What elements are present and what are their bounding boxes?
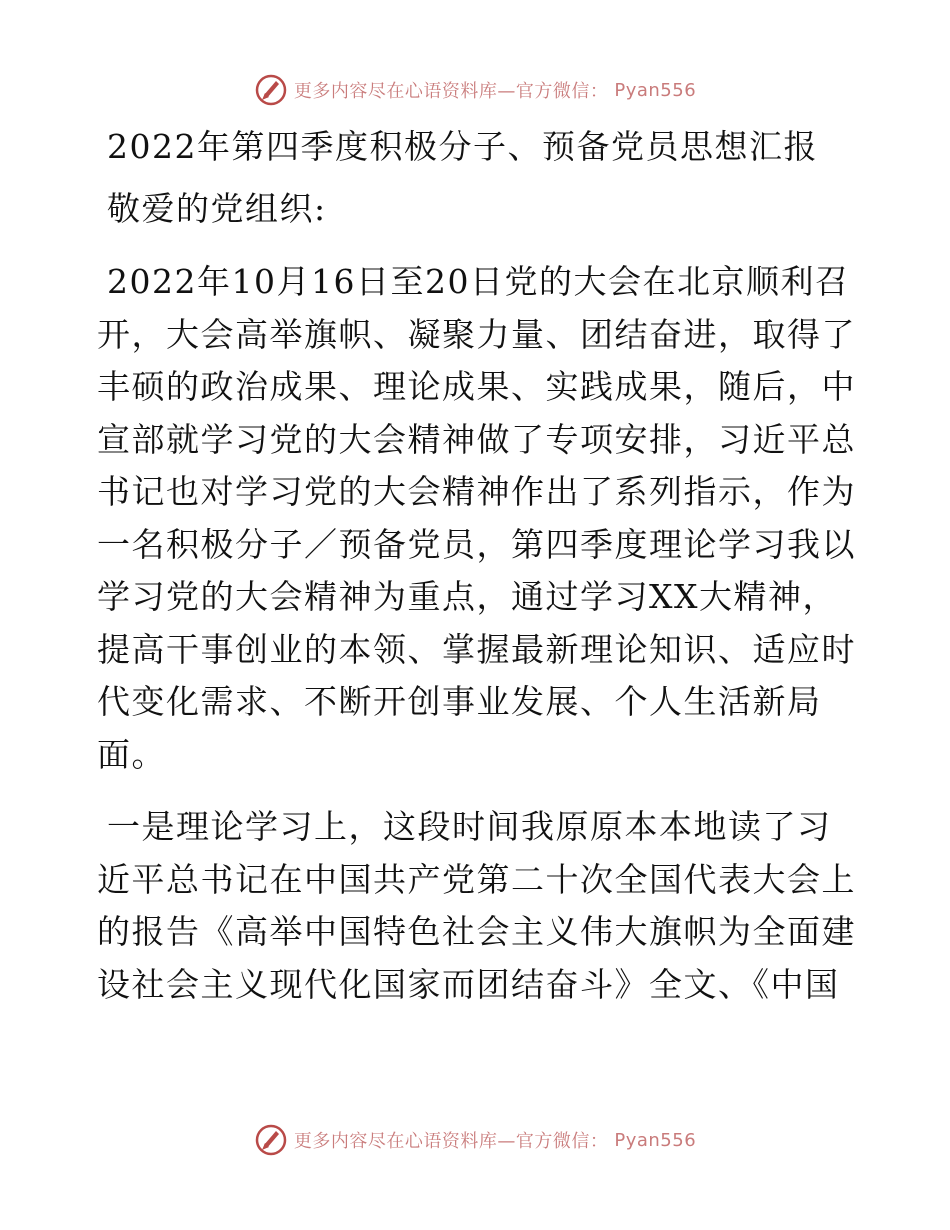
watermark-text: 更多内容尽在心语资料库—官方微信： (293, 81, 609, 102)
watermark-account: Pyan556 (614, 79, 697, 101)
paragraph-2: 一是理论学习上，这段时间我原原本本地读了习近平总书记在中国共产党第二十次全国代表大会上的报告《高举中国特色社会主义伟大旗帜为全面建设社会主义现代化国家而团结奋斗》全文、《中国 (97, 807, 856, 1004)
document-body (97, 118, 857, 1011)
watermark-text: 更多内容尽在心语资料库—官方微信： (293, 1131, 609, 1152)
watermark-logo-icon (254, 73, 288, 107)
watermark-footer (0, 1120, 950, 1160)
document-title: 2022年第四季度积极分子、预备党员思想汇报 (107, 127, 818, 166)
watermark-header (0, 70, 950, 110)
watermark-logo-icon (254, 1123, 288, 1157)
watermark-account: Pyan556 (614, 1129, 697, 1151)
paragraph-1: 2022年10月16日至20日党的大会在北京顺利召开，大会高举旗帜、凝聚力量、团结奋进，取得了丰硕的政治成果、理论成果、实践成果，随后，中宣部就学习党的大会精神做了专项安排，习近平总书记也对学习党的大会精神作出了系列指示，作为一名积极分子／预备党员，第四季度理论学习我以学习党的大会精神为重点，通过学习XX大精神，提高干事创业的本领、掌握最新理论知识、适应时代变化需求、不断开创事业发展、个人生活新局面。 (97, 262, 856, 774)
salutation: 敬爱的党组织: (107, 189, 327, 228)
